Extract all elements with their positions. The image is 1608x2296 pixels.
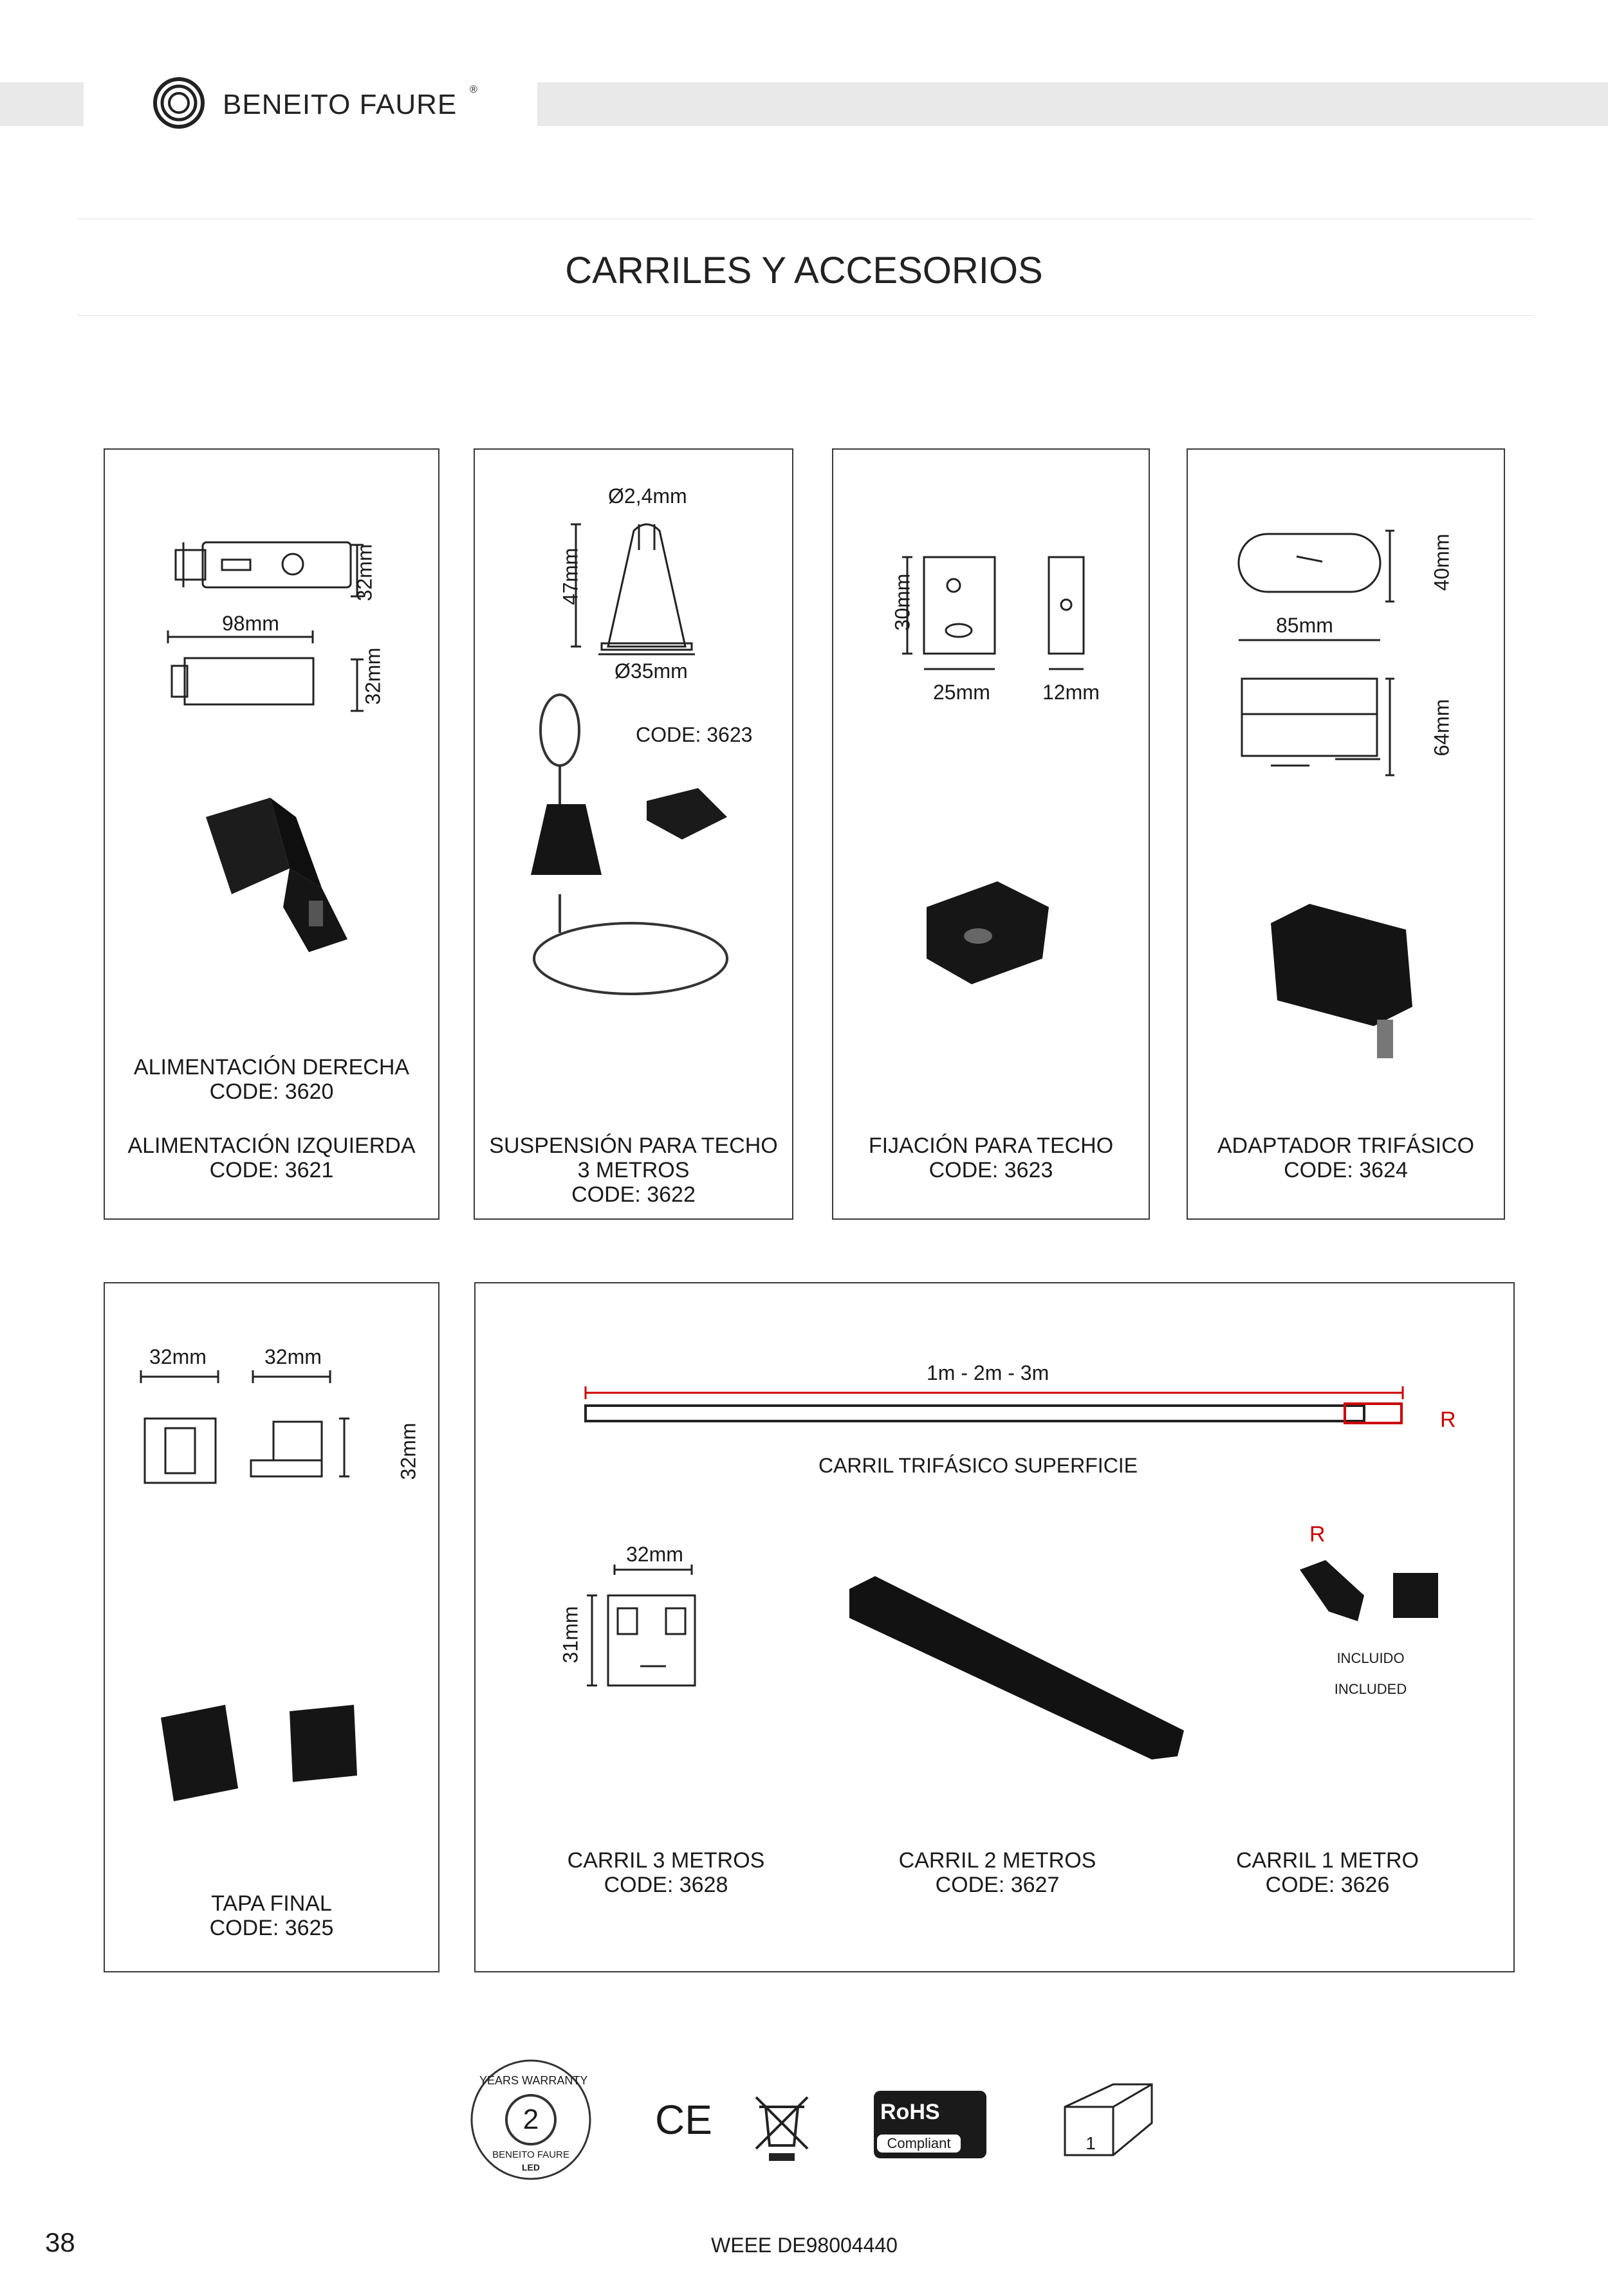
ce-mark: CE [655, 2097, 712, 2143]
suspension-line-2: 3 METROS [577, 1158, 690, 1182]
page-number: 38 [45, 2227, 75, 2257]
rail1-name: CARRIL 1 METRO [1235, 1848, 1419, 1873]
alimentacion-photo [199, 791, 367, 959]
tapa-drawing [138, 1370, 357, 1499]
suspension-dim-h: 47mm [559, 547, 582, 605]
adaptador-code: CODE: 3624 [1284, 1158, 1408, 1182]
tapa-code: CODE: 3625 [209, 1916, 334, 1940]
profile-drawing [579, 1570, 708, 1698]
brand-logo-icon [152, 76, 206, 130]
endcap-r-mark: R [1309, 1522, 1326, 1547]
weee-bin-icon [753, 2094, 811, 2165]
suspension-line-1: SUSPENSIÓN PARA TECHO [489, 1134, 778, 1158]
fijacion-code: CODE: 3623 [929, 1158, 1053, 1182]
box-quantity: 1 [1086, 2133, 1096, 2153]
warranty-led: LED [522, 2162, 540, 2172]
fijacion-name: FIJACIÓN PARA TECHO [868, 1134, 1114, 1158]
rail3-name: CARRIL 3 METROS [567, 1848, 765, 1873]
suspension-dim-b: Ø35mm [615, 659, 688, 683]
warranty-number: 2 [522, 2104, 539, 2135]
alimentacion-dim-w: 98mm [222, 612, 279, 635]
endcap-photo [1297, 1557, 1445, 1628]
rail-length-label: 1m - 2m - 3m [927, 1361, 1049, 1384]
header-bar-left [0, 82, 84, 126]
alimentacion-name-2: ALIMENTACIÓN IZQUIERDA [127, 1134, 416, 1158]
rail-name: CARRIL TRIFÁSICO SUPERFICIE [818, 1454, 1138, 1477]
adaptador-dim-w: 85mm [1276, 614, 1333, 637]
tapa-dim-w2: 32mm [264, 1345, 322, 1368]
suspension-code: CODE: 3622 [571, 1182, 696, 1207]
profile-dim-h: 31mm [559, 1606, 582, 1664]
brand-registered: ® [470, 84, 477, 95]
rail2-code: CODE: 3627 [935, 1873, 1060, 1897]
fijacion-photo [920, 875, 1055, 984]
warranty-top-text: YEARS WARRANTY [479, 2074, 588, 2087]
suspension-inner-code: CODE: 3623 [636, 723, 753, 746]
alimentacion-code-2: CODE: 3621 [209, 1158, 334, 1182]
adaptador-drawing [1232, 521, 1425, 785]
rohs-text: RoHS [880, 2100, 940, 2124]
profile-dim-w: 32mm [626, 1543, 683, 1566]
tapa-photo [154, 1692, 393, 1814]
adaptador-name: ADAPTADOR TRIFÁSICO [1217, 1134, 1475, 1158]
warranty-brand: BENEITO FAURE [492, 2149, 569, 2160]
rail-drawing [582, 1383, 1406, 1441]
alimentacion-dim-h1: 32mm [353, 544, 376, 602]
rail-r-mark: R [1440, 1408, 1456, 1432]
suspension-dim-top: Ø2,4mm [608, 484, 687, 508]
rohs-sub: Compliant [877, 2135, 961, 2153]
adaptador-photo [1264, 897, 1432, 1084]
rail3-code: CODE: 3628 [604, 1873, 728, 1897]
alimentacion-dim-h2: 32mm [361, 647, 385, 705]
included-es: INCLUIDO [1336, 1650, 1405, 1666]
fijacion-dim-w1: 25mm [933, 681, 990, 704]
fijacion-drawing [901, 553, 1094, 675]
alimentacion-name-1: ALIMENTACIÓN DERECHA [133, 1055, 410, 1079]
fijacion-dim-w2: 12mm [1042, 681, 1100, 704]
tapa-name: TAPA FINAL [211, 1891, 332, 1916]
weee-registration: WEEE DE98004440 [711, 2234, 898, 2257]
adaptador-dim-h2: 64mm [1430, 699, 1454, 757]
brand-name: BENEITO FAURE [223, 89, 457, 120]
tapa-dim-h: 32mm [396, 1422, 420, 1480]
title-rule-bottom [77, 315, 1534, 316]
fijacion-dim-h: 30mm [891, 573, 914, 631]
suspension-drawing [569, 511, 724, 653]
suspension-photo [502, 688, 772, 1004]
alimentacion-code-1: CODE: 3620 [209, 1079, 334, 1104]
header-bar-right [537, 82, 1608, 126]
rail2-name: CARRIL 2 METROS [898, 1848, 1096, 1873]
page-title: CARRILES Y ACCESORIOS [565, 250, 1043, 291]
rail1-code: CODE: 3626 [1265, 1873, 1390, 1897]
included-en: INCLUDED [1334, 1681, 1407, 1697]
rail-photo [843, 1550, 1190, 1763]
tapa-dim-w1: 32mm [149, 1345, 207, 1368]
adaptador-dim-h1: 40mm [1430, 533, 1454, 591]
